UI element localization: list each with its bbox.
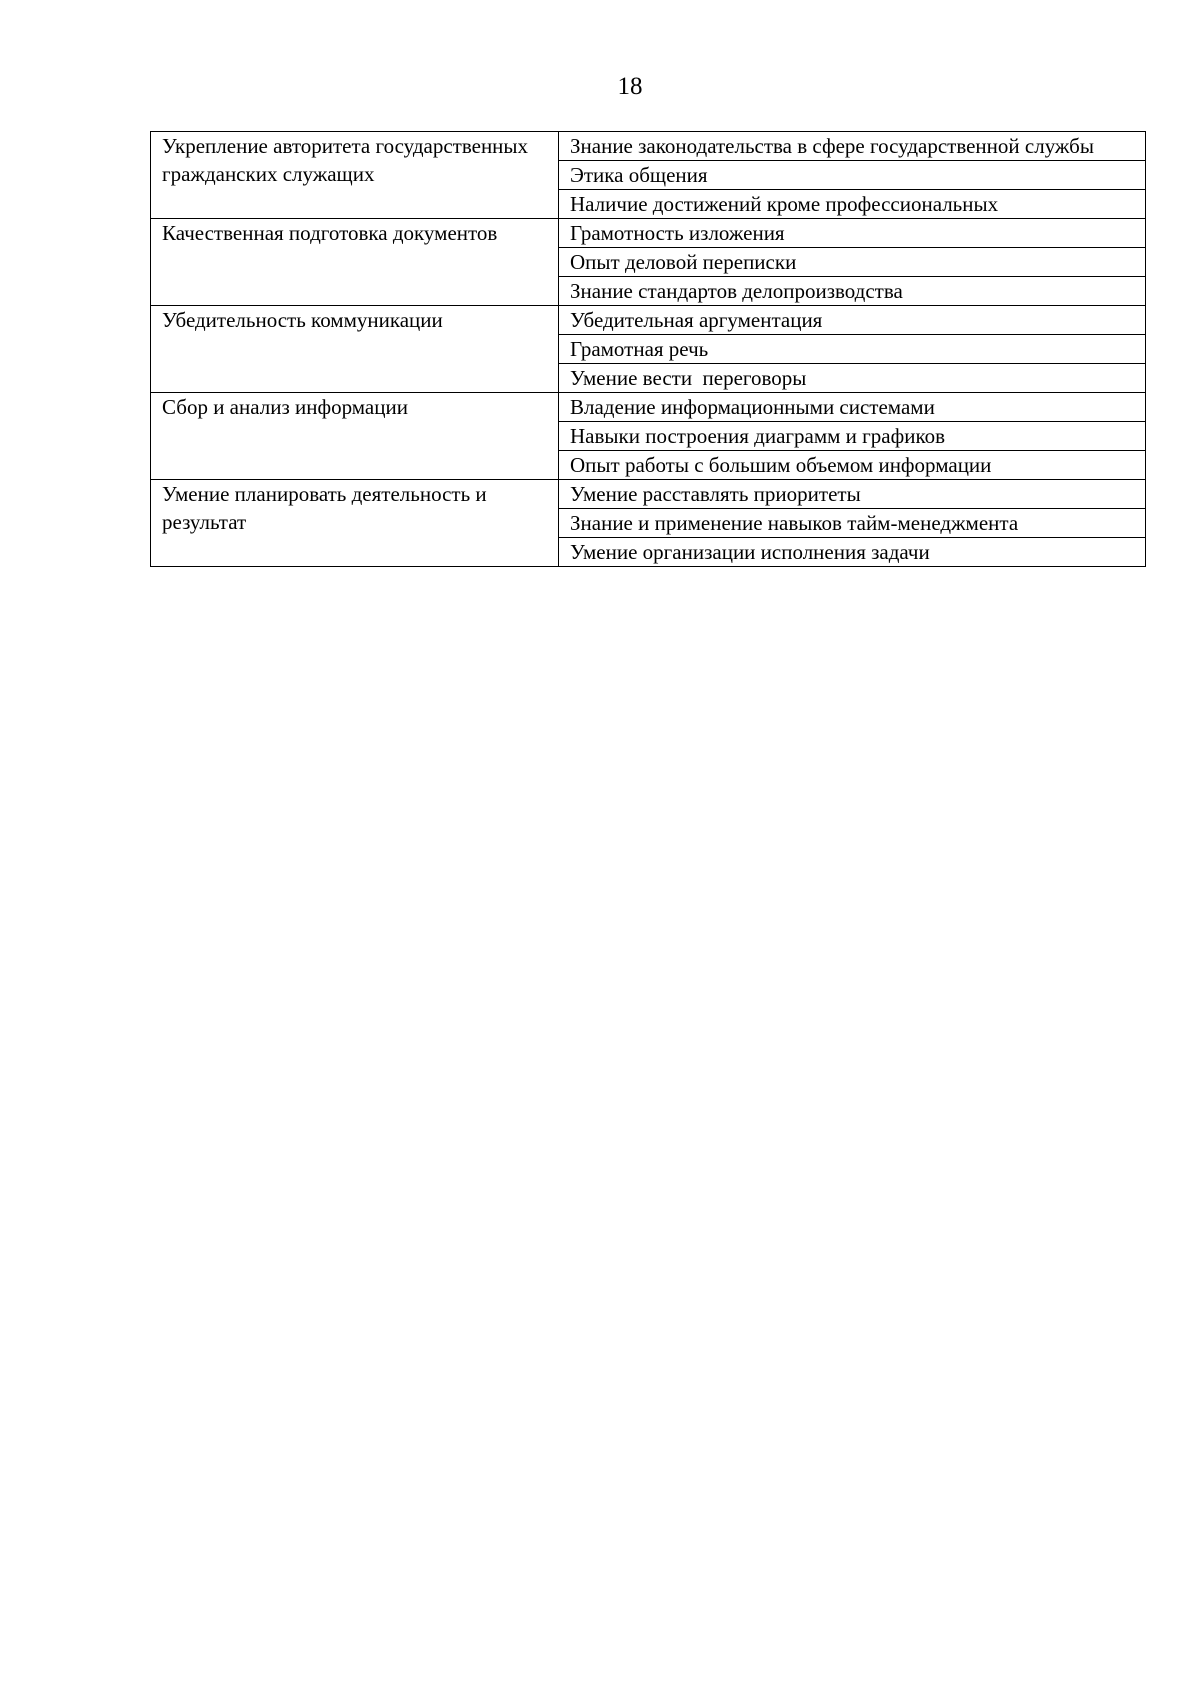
indicator-cell: Владение информационными системами (559, 393, 1146, 422)
table-row (151, 480, 1146, 509)
indicator-cell: Опыт деловой переписки (559, 248, 1146, 277)
indicator-cell: Умение расставлять приоритеты (559, 480, 1146, 509)
indicator-cell: Наличие достижений кроме профессиональных (559, 190, 1146, 219)
indicator-cell: Умение организации исполнения задачи (559, 538, 1146, 567)
table-row (151, 132, 1146, 161)
table-row (151, 306, 1146, 335)
indicator-cell: Убедительная аргументация (559, 306, 1146, 335)
indicator-cell: Умение вести переговоры (559, 364, 1146, 393)
indicator-cell: Знание и применение навыков тайм-менеджмента (559, 509, 1146, 538)
competency-cell: Умение планировать деятельность и результат (151, 480, 559, 567)
indicator-cell: Навыки построения диаграмм и графиков (559, 422, 1146, 451)
indicator-cell: Грамотность изложения (559, 219, 1146, 248)
table-row (151, 219, 1146, 248)
indicator-cell: Этика общения (559, 161, 1146, 190)
page-number: 18 (617, 73, 643, 100)
indicator-cell: Знание законодательства в сфере государственной службы (559, 132, 1146, 161)
competency-cell: Сбор и анализ информации (151, 393, 559, 480)
indicator-cell: Грамотная речь (559, 335, 1146, 364)
indicator-cell: Знание стандартов делопроизводства (559, 277, 1146, 306)
competency-cell: Убедительность коммуникации (151, 306, 559, 393)
competency-table (150, 131, 1146, 567)
competency-cell: Укрепление авторитета государственных гражданских служащих (151, 132, 559, 219)
indicator-cell: Опыт работы с большим объемом информации (559, 451, 1146, 480)
competency-cell: Качественная подготовка документов (151, 219, 559, 306)
table-row (151, 393, 1146, 422)
